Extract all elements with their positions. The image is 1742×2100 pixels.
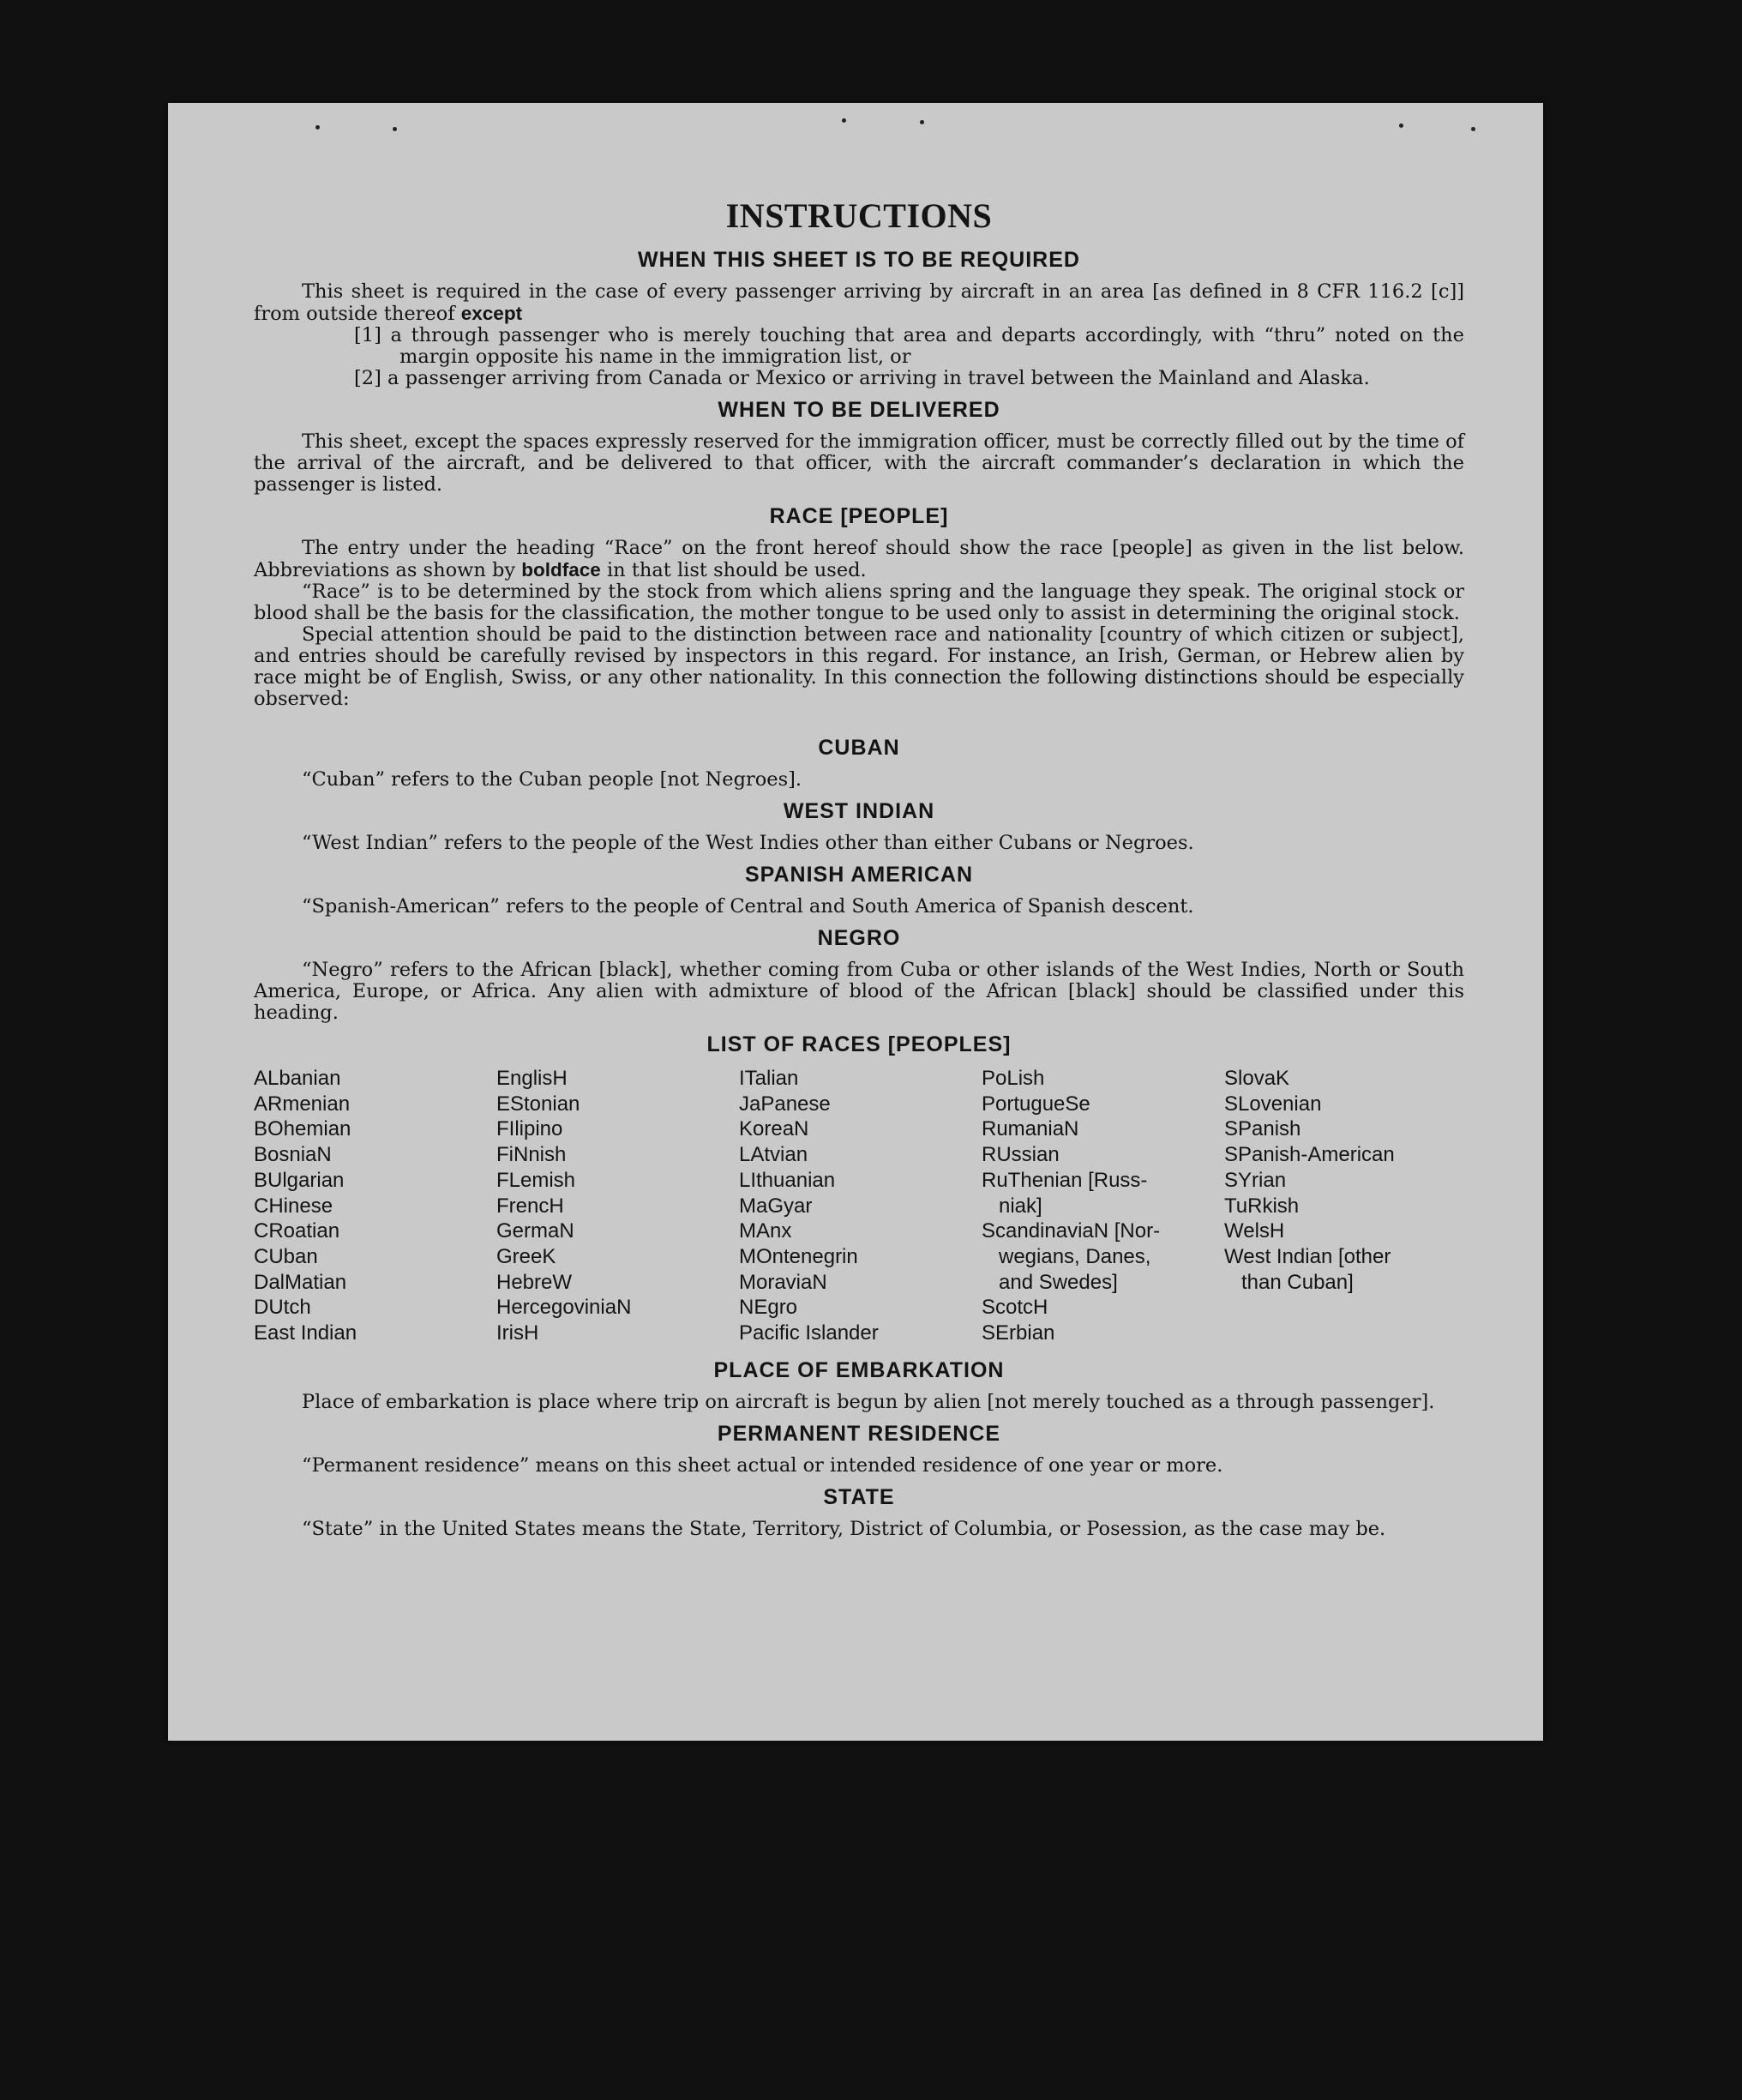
race-item: DUtch: [254, 1296, 311, 1320]
race-column-5: [1224, 1066, 1464, 1346]
race-item: CUban: [254, 1244, 318, 1268]
race-item: niak]: [982, 1194, 1042, 1218]
race-item: ScotcH: [982, 1296, 1048, 1320]
scan-speck: [393, 127, 397, 131]
race-item: RumaniaN: [982, 1117, 1079, 1141]
race-item: ARmenian: [254, 1092, 351, 1116]
negro-text: “Negro” refers to the African [black], whether coming from Cuba or other islands of the West Indies, North or South America, Europe, or Africa. Any alien with admixture of blood of the African [black] should be classified under this heading.: [254, 959, 1464, 1024]
race-item: FIlipino: [496, 1117, 563, 1141]
section-delivered: [254, 431, 1464, 496]
heading-spanish-american: SPANISH AMERICAN: [744, 863, 973, 887]
section-race: [254, 538, 1464, 710]
race-item: ALbanian: [254, 1067, 341, 1090]
race-paragraph-3: Special attention should be paid to the distinction between race and nationality [country of which citizen or subject], and entries should be carefully revised by inspectors in this regard. For instance, an Irish, German, or Hebrew alien by race might be of English, Swiss, or any other nationality. In this connection the following distinctions should be especially observed:: [254, 623, 1464, 710]
race-item: FrencH: [496, 1194, 564, 1218]
race-item: BosniaN: [254, 1143, 332, 1167]
race-item: SYrian: [1224, 1168, 1287, 1192]
race-item: EStonian: [496, 1092, 580, 1116]
race-item: ScandinaviaN [Nor-: [982, 1219, 1161, 1243]
section-embarkation: [254, 1392, 1464, 1413]
instruction-sheet: [168, 103, 1543, 1741]
race-item: CHinese: [254, 1194, 333, 1218]
section-state: [254, 1519, 1464, 1540]
races-list: [254, 1066, 1464, 1346]
race-item: TuRkish: [1224, 1194, 1300, 1218]
heading-west-indian: WEST INDIAN: [783, 799, 935, 823]
race-item: SErbian: [982, 1321, 1055, 1345]
race-item: MaGyar: [739, 1194, 813, 1218]
race-item: GermaN: [496, 1219, 574, 1243]
spacer: [254, 719, 1464, 736]
race-item: SlovaK: [1224, 1067, 1290, 1090]
race-item: MOntenegrin: [739, 1244, 858, 1268]
section-spanish-american: [254, 896, 1464, 918]
race-item: West Indian [other: [1224, 1244, 1391, 1268]
race-item: KoreaN: [739, 1117, 809, 1141]
heading-negro: NEGRO: [817, 926, 901, 950]
scan-speck: [1399, 123, 1403, 128]
delivered-text: This sheet, except the spaces expressly reserved for the immigration officer, must be correctly filled out by the time of the arrival of the aircraft, and be delivered to that officer, with the aircraft commander’s declaration in which the passenger is listed.: [254, 430, 1464, 496]
page-title: INSTRUCTIONS: [725, 196, 993, 235]
required-intro-text: This sheet is required in the case of every passenger arriving by aircraft in an area [as defined in 8 CFR 116.2 [c]] from outside thereof: [254, 280, 1464, 325]
west-indian-text: “West Indian” refers to the people of the West Indies other than either Cubans or Negroes.: [302, 832, 1194, 854]
section-negro: [254, 960, 1464, 1024]
race-item: Pacific Islander: [739, 1321, 879, 1345]
race-item: SLovenian: [1224, 1092, 1322, 1116]
scan-speck: [842, 118, 846, 123]
race-item: GreeK: [496, 1244, 556, 1268]
race-p1-after: in that list should be used.: [606, 559, 867, 581]
heading-list-of-races: LIST OF RACES [PEOPLES]: [706, 1032, 1012, 1056]
race-item: IrisH: [496, 1321, 539, 1345]
race-item: FLemish: [496, 1168, 576, 1192]
race-item: LIthuanian: [739, 1168, 836, 1192]
race-item: SPanish-American: [1224, 1143, 1395, 1167]
race-item: SPanish: [1224, 1117, 1301, 1141]
race-item: LAtvian: [739, 1143, 808, 1167]
except-word: except: [460, 303, 523, 324]
race-item: FiNnish: [496, 1143, 567, 1167]
required-item-1: [1] a through passenger who is merely touching that area and departs accordingly, with “thru” noted on the margin opposite his name in the immigration list, or: [354, 324, 1464, 368]
race-p1-before: The entry under the heading “Race” on the front hereof should show the race [people] as given in the list below. Abbreviations as shown by: [254, 537, 1464, 581]
race-item: ITalian: [739, 1067, 799, 1090]
scan-speck: [920, 120, 924, 124]
race-item: RuThenian [Russ-: [982, 1168, 1148, 1192]
race-item: PortugueSe: [982, 1092, 1090, 1116]
race-item: HebreW: [496, 1270, 573, 1294]
section-cuban: [254, 769, 1464, 791]
race-item: RUssian: [982, 1143, 1060, 1167]
race-paragraph-2: “Race” is to be determined by the stock from which aliens spring and the language they speak. The original stock or blood shall be the basis for the classification, the mother tongue to be used only to assist in determining the original stock.: [254, 581, 1464, 624]
race-item: MAnx: [739, 1219, 792, 1243]
race-item: BOhemian: [254, 1117, 351, 1141]
race-item: MoraviaN: [739, 1270, 827, 1294]
heading-state: STATE: [823, 1484, 895, 1509]
race-paragraph-1: [254, 538, 1464, 581]
race-column-3: [739, 1066, 979, 1346]
section-required: [254, 281, 1464, 389]
heading-embarkation: PLACE OF EMBARKATION: [713, 1357, 1005, 1382]
race-column-1: [254, 1066, 494, 1346]
race-column-2: [496, 1066, 736, 1346]
heading-delivered: WHEN TO BE DELIVERED: [718, 398, 1000, 422]
race-p1-bold: boldface: [521, 559, 601, 581]
race-item: JaPanese: [739, 1092, 831, 1116]
race-item: WelsH: [1224, 1219, 1285, 1243]
race-item: wegians, Danes,: [982, 1244, 1151, 1268]
heading-required: WHEN THIS SHEET IS TO BE REQUIRED: [638, 248, 1080, 272]
race-item: and Swedes]: [982, 1270, 1118, 1294]
heading-race: RACE [PEOPLE]: [769, 504, 949, 528]
section-residence: [254, 1455, 1464, 1477]
scan-speck: [315, 125, 320, 129]
race-item: CRoatian: [254, 1219, 340, 1243]
race-item: BUlgarian: [254, 1168, 345, 1192]
spanish-american-text: “Spanish-American” refers to the people of Central and South America of Spanish descent.: [302, 895, 1194, 918]
race-item: EnglisH: [496, 1067, 568, 1090]
heading-cuban: CUBAN: [818, 736, 900, 760]
race-item: NEgro: [739, 1296, 798, 1320]
race-item: HercegoviniaN: [496, 1296, 632, 1320]
heading-residence: PERMANENT RESIDENCE: [717, 1421, 1001, 1446]
embarkation-text: Place of embarkation is place where trip on aircraft is begun by alien [not merely touched as a through passenger].: [302, 1390, 1435, 1413]
required-item-2: [2] a passenger arriving from Canada or Mexico or arriving in travel between the Mainland and Alaska.: [354, 367, 1370, 389]
race-item: PoLish: [982, 1067, 1045, 1090]
scan-speck: [1471, 127, 1475, 131]
race-item: East Indian: [254, 1321, 357, 1345]
section-west-indian: [254, 833, 1464, 854]
residence-text: “Permanent residence” means on this sheet actual or intended residence of one year or more.: [302, 1453, 1223, 1477]
race-column-4: [982, 1066, 1222, 1346]
cuban-text: “Cuban” refers to the Cuban people [not Negroes].: [302, 768, 802, 791]
race-item: DalMatian: [254, 1270, 347, 1294]
required-intro: [254, 281, 1464, 325]
race-item: than Cuban]: [1224, 1270, 1354, 1294]
state-text: “State” in the United States means the State, Territory, District of Columbia, or Posession, as the case may be.: [302, 1517, 1386, 1540]
